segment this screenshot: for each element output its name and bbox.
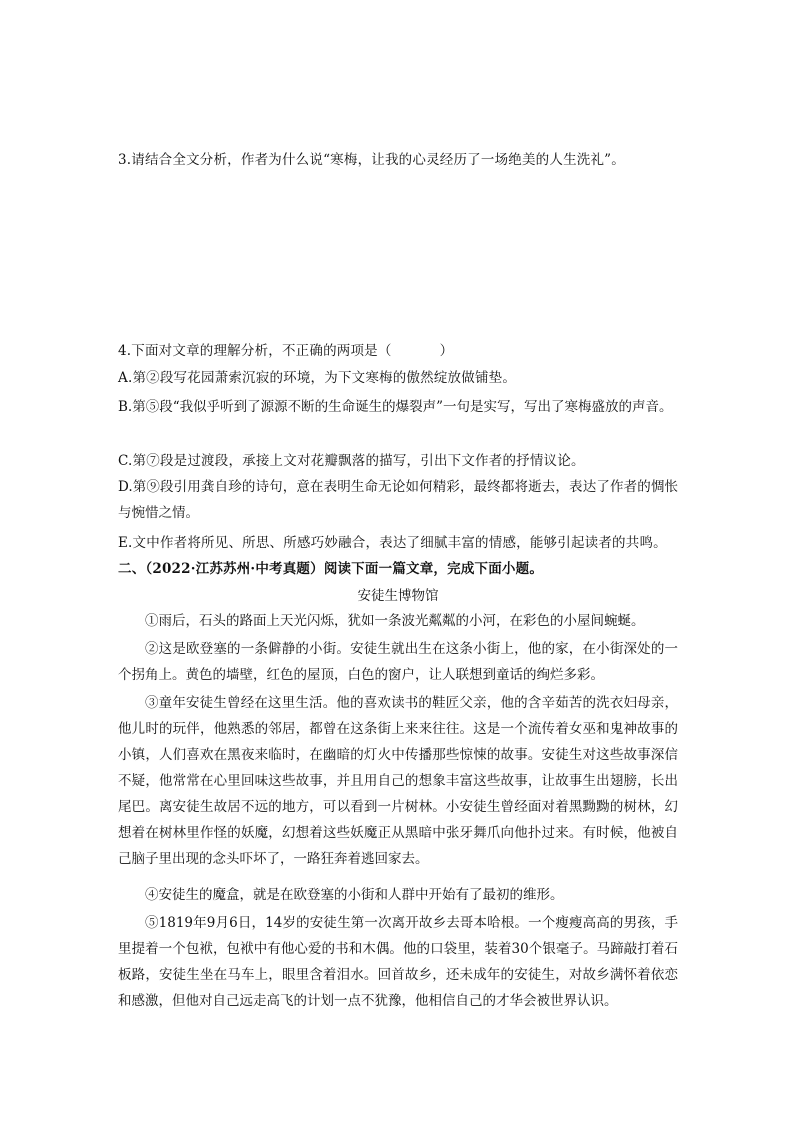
article-paragraph-5: ⑤1819年9月6日，14岁的安徒生第一次离开故乡去哥本哈根。一个瘦瘦高高的男孩，手里提着一个包袱，包袱中有他心爱的书和木偶。他的口袋里，装着30个银毫子。马蹄敲打着石板路，安徒生坐在马车上，眼里含着泪水。回首故乡，还未成年的安徒生，对故乡满怀着依恋和感激，但他对自己远走高飞的计划一点不犹豫，他相信自己的才华会被世界认识。 [118, 915, 678, 1009]
article-paragraph-4: ④安徒生的魔盒，就是在欧登塞的小街和人群中开始有了最初的维形。 [145, 887, 564, 903]
question-4-stem-close: ） [439, 343, 454, 359]
article-paragraph-2: ②这是欧登塞的一条僻静的小街。安徒生就出生在这条小街上，他的家，在小街深处的一个拐角上。黄色的墙壁，红色的屋顶，白色的窗户，让人联想到童话的绚烂多彩。 [118, 641, 678, 683]
option-a: A.第②段写花园萧索沉寂的环境，为下文寒梅的傲然绽放做铺垫。 [118, 370, 517, 386]
article-paragraph-3: ③童年安徒生曾经在这里生活。他的喜欢读书的鞋匠父亲，他的含辛茹苦的洗衣妇母亲，他儿时的玩伴，他熟悉的邻居，都曾在这条街上来来往往。这是一个流传着女巫和鬼神故事的小镇，人们喜欢在黑夜来临时，在幽暗的灯火中传播那些惊悚的故事。安徒生对这些故事深信不疑，他常常在心里回味这些故事，并且用自己的想象丰富这些故事，让故事生出翅膀，长出尾巴。离安徒生故居不远的地方，可以看到一片树林。小安徒生曾经面对着黑黝黝的树林，幻想着在树林里作怪的妖魔，幻想着这些妖魔正从黑暗中张牙舞爪向他扑过来。有时候，他被自己脑子里出现的念头吓坏了，一路狂奔着逃回家去。 [118, 695, 678, 867]
option-d: D.第⑨段引用龚自珍的诗句，意在表明生命无论如何精彩，最终都将逝去，表达了作者的惆怅与惋惜之情。 [118, 479, 678, 521]
section-heading: 二、（2022·江苏苏州·中考真题）阅读下面一篇文章，完成下面小题。 [118, 561, 544, 577]
article-paragraph-1: ①雨后，石头的路面上天光闪烁，犹如一条波光粼粼的小河，在彩色的小屋间蜿蜒。 [145, 613, 645, 629]
option-c: C.第⑦段是过渡段，承接上文对花瓣飘落的描写，引出下文作者的抒情议论。 [118, 453, 585, 469]
option-e: E.文中作者将所见、所思、所感巧妙融合，表达了细腻丰富的情感，能够引起读者的共鸣。 [118, 535, 667, 551]
question-4-stem-text: 4.下面对文章的理解分析，不正确的两项是（ [118, 343, 392, 359]
option-b: B.第⑤段“我似乎听到了源源不断的生命诞生的爆裂声”一句是实写，写出了寒梅盛放的声音。 [118, 399, 673, 415]
question-3: 3.请结合全文分析，作者为什么说“寒梅，让我的心灵经历了一场绝美的人生洗礼”。 [118, 152, 625, 168]
question-4-stem [118, 341, 678, 361]
article-title: 安徒生博物馆 [357, 588, 439, 604]
